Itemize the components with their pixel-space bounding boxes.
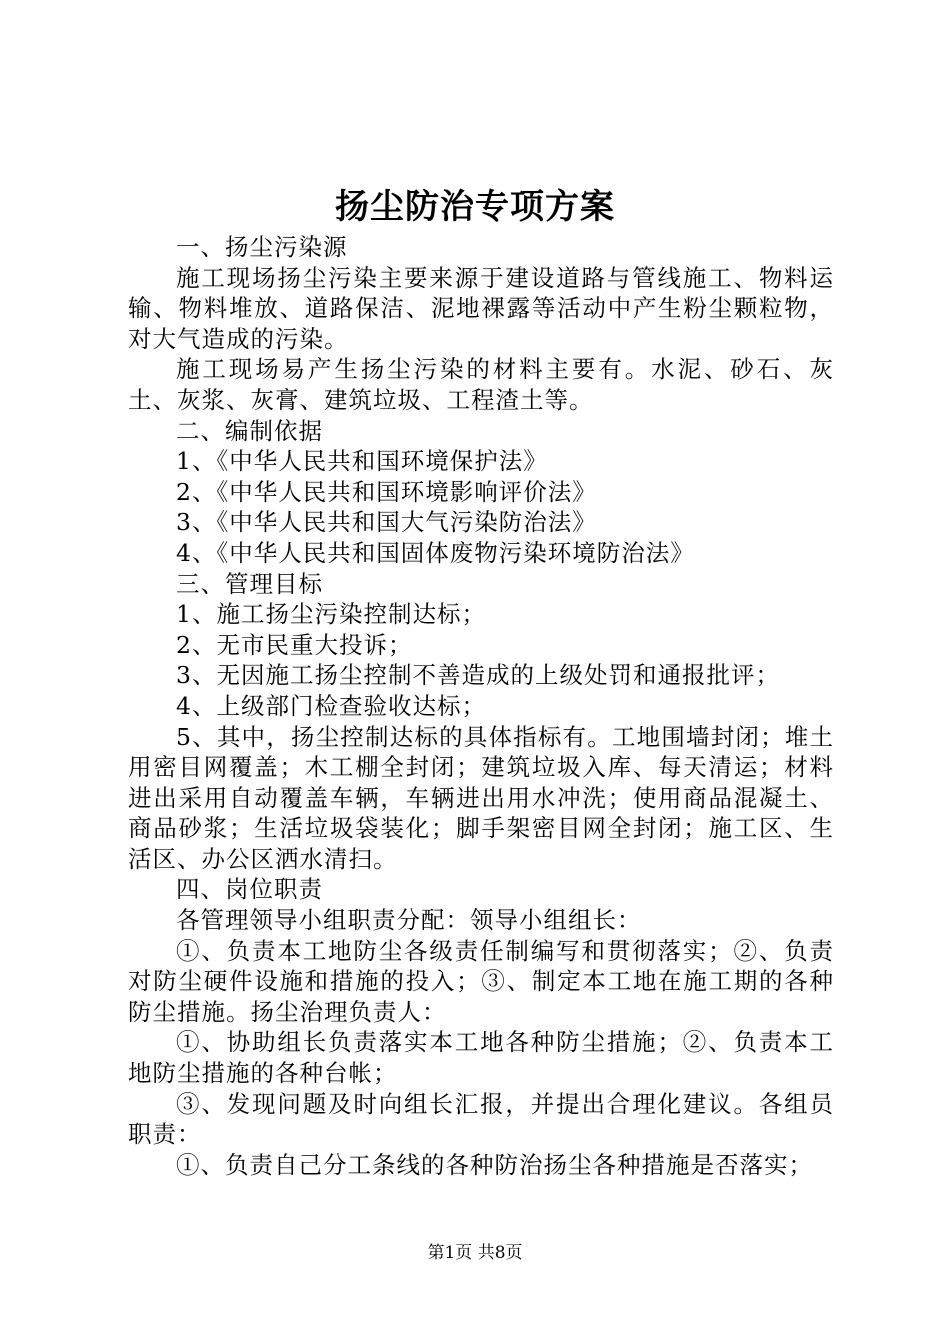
list-item-goal-5: 5、其中，扬尘控制达标的具体指标有。工地围墙封闭；堆土用密目网覆盖；木工棚全封闭；建筑垃圾入库、每天清运；材料进出采用自动覆盖车辆，车辆进出用水冲洗；使用商品混凝土、商品砂浆；生活垃圾袋装化；脚手架密目网全封闭；施工区、生活区、办公区洒水清扫。 [128,722,834,873]
paragraph-pollution-source: 施工现场扬尘污染主要来源于建设道路与管线施工、物料运输、物料堆放、道路保洁、泥地裸露等活动中产生粉尘颗粒物，对大气造成的污染。 [128,263,834,353]
document-title: 扬尘防治专项方案 [335,187,615,227]
section-heading-basis: 二、编制依据 [176,416,323,445]
list-item-goal-2: 2、无市民重大投诉； [176,630,413,659]
section-heading-duties: 四、岗位职责 [176,875,323,904]
list-item-basis-3: 3、《中华人民共和国大气污染防治法》 [176,508,597,537]
paragraph-leader-duties: ①、负责本工地防尘各级责任制编写和贯彻落实；②、负责对防尘硬件设施和措施的投入；③、制定本工地在施工期的各种防尘措施。扬尘治理负责人： [128,936,834,1026]
paragraph-report-duties: ③、发现问题及时向组长汇报，并提出合理化建议。各组员职责： [128,1089,834,1149]
paragraph-manager-duties: ①、协助组长负责落实本工地各种防尘措施；②、负责本工地防尘措施的各种台帐； [128,1028,834,1088]
list-item-basis-2: 2、《中华人民共和国环境影响评价法》 [176,477,597,506]
list-item-goal-4: 4、上级部门检查验收达标； [176,691,486,720]
list-item-basis-4: 4、《中华人民共和国固体废物污染环境防治法》 [176,538,695,567]
list-item-goal-1: 1、施工扬尘污染控制达标； [176,600,486,629]
document-body [128,232,834,1180]
list-item-basis-1: 1、《中华人民共和国环境保护法》 [176,447,548,476]
paragraph-member-duties: ①、负责自己分工条线的各种防治扬尘各种措施是否落实； [176,1150,813,1179]
list-item-goal-3: 3、无因施工扬尘控制不善造成的上级处罚和通报批评； [176,661,780,690]
section-heading-pollution-source: 一、扬尘污染源 [176,233,348,261]
paragraph-dust-materials: 施工现场易产生扬尘污染的材料主要有。水泥、砂石、灰土、灰浆、灰膏、建筑垃圾、工程渣土等。 [128,355,834,414]
paragraph-duty-allocation: 各管理领导小组职责分配：领导小组组长： [176,906,642,935]
section-heading-goals: 三、管理目标 [176,569,323,598]
page-number-footer: 第1页 共8页 [427,1243,523,1263]
